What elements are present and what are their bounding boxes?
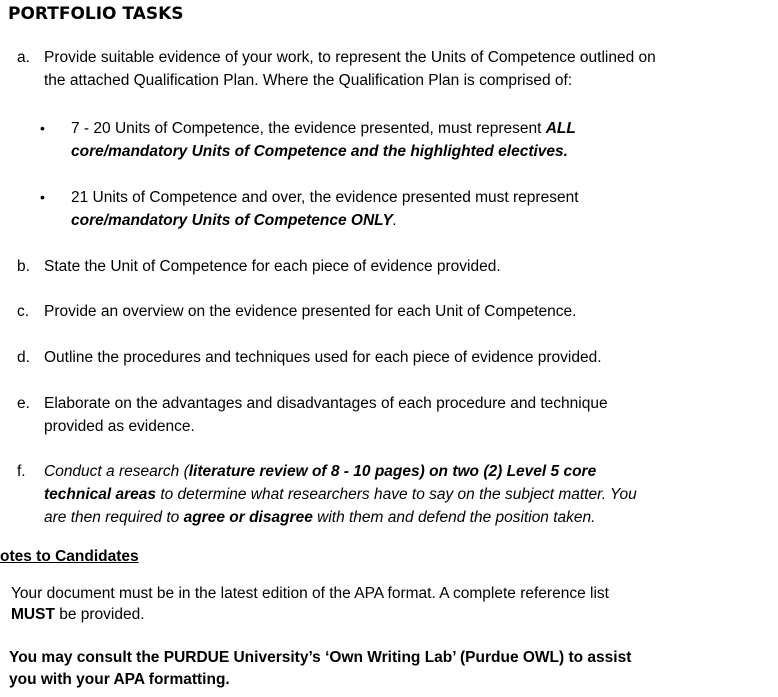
bullet-1-text: 7 - 20 Units of Competence, the evidence presented, must represent bbox=[71, 120, 546, 137]
item-f-line-1 bbox=[44, 460, 596, 483]
item-f-marker: f. bbox=[17, 463, 26, 480]
item-b-marker: b. bbox=[17, 258, 30, 275]
notes-paragraph-1-line-1: Your document must be in the latest edition of the APA format. A complete reference list bbox=[11, 585, 609, 602]
item-f-line-2-a: technical areas bbox=[44, 486, 157, 503]
bullet-2-line-1: 21 Units of Competence and over, the evidence presented must represent bbox=[71, 189, 579, 206]
notes-paragraph-1-line-2 bbox=[11, 603, 145, 626]
item-e-line-2: provided as evidence. bbox=[44, 418, 195, 435]
item-b-text: State the Unit of Competence for each piece of evidence provided. bbox=[44, 258, 501, 275]
notes-paragraph-2-line-1: You may consult the PURDUE University’s ‘Own Writing Lab’ (Purdue OWL) to assist bbox=[9, 649, 632, 666]
bullet-2-emphasis: core/mandatory Units of Competence ONLY bbox=[71, 212, 393, 229]
bullet-2-line-2 bbox=[71, 209, 397, 232]
bullet-2-marker: • bbox=[40, 189, 45, 205]
bullet-1-marker: • bbox=[40, 120, 45, 136]
item-e-marker: e. bbox=[17, 395, 30, 412]
notes-provided: be provided. bbox=[54, 606, 145, 623]
item-f-line-2 bbox=[44, 483, 637, 506]
item-c-marker: c. bbox=[17, 303, 30, 320]
page-title: PORTFOLIO TASKS bbox=[8, 4, 184, 24]
item-f-line-1-b: literature review of 8 - 10 pages) on two (2) Level 5 core bbox=[188, 463, 597, 480]
notes-must: MUST bbox=[11, 606, 55, 623]
item-a-line-1: Provide suitable evidence of your work, to represent the Units of Competence outlined on bbox=[44, 49, 656, 66]
item-f-line-2-b: to determine what researchers have to say on the subject matter. You bbox=[156, 486, 637, 503]
notes-paragraph-2-line-2: you with your APA formatting. bbox=[9, 671, 230, 688]
item-f-line-3 bbox=[44, 506, 595, 529]
bullet-1-line-2: core/mandatory Units of Competence and the highlighted electives. bbox=[71, 143, 568, 160]
bullet-1-emphasis: ALL bbox=[545, 120, 576, 137]
bullet-2-end: . bbox=[392, 212, 398, 229]
item-f-line-3-c: with them and defend the position taken. bbox=[312, 509, 596, 526]
item-f-line-1-a: Conduct a research ( bbox=[44, 463, 189, 480]
item-d-text: Outline the procedures and techniques used for each piece of evidence provided. bbox=[44, 349, 602, 366]
item-d-marker: d. bbox=[17, 349, 30, 366]
item-e-line-1: Elaborate on the advantages and disadvantages of each procedure and technique bbox=[44, 395, 608, 412]
item-f-line-3-a: are then required to bbox=[44, 509, 184, 526]
item-f-line-3-b: agree or disagree bbox=[183, 509, 313, 526]
item-c-text: Provide an overview on the evidence presented for each Unit of Competence. bbox=[44, 303, 577, 320]
item-a-marker: a. bbox=[17, 49, 30, 66]
item-a-line-2: the attached Qualification Plan. Where the Qualification Plan is comprised of: bbox=[44, 72, 573, 89]
bullet-1-line-1 bbox=[71, 117, 576, 140]
notes-heading: otes to Candidates bbox=[0, 548, 139, 565]
